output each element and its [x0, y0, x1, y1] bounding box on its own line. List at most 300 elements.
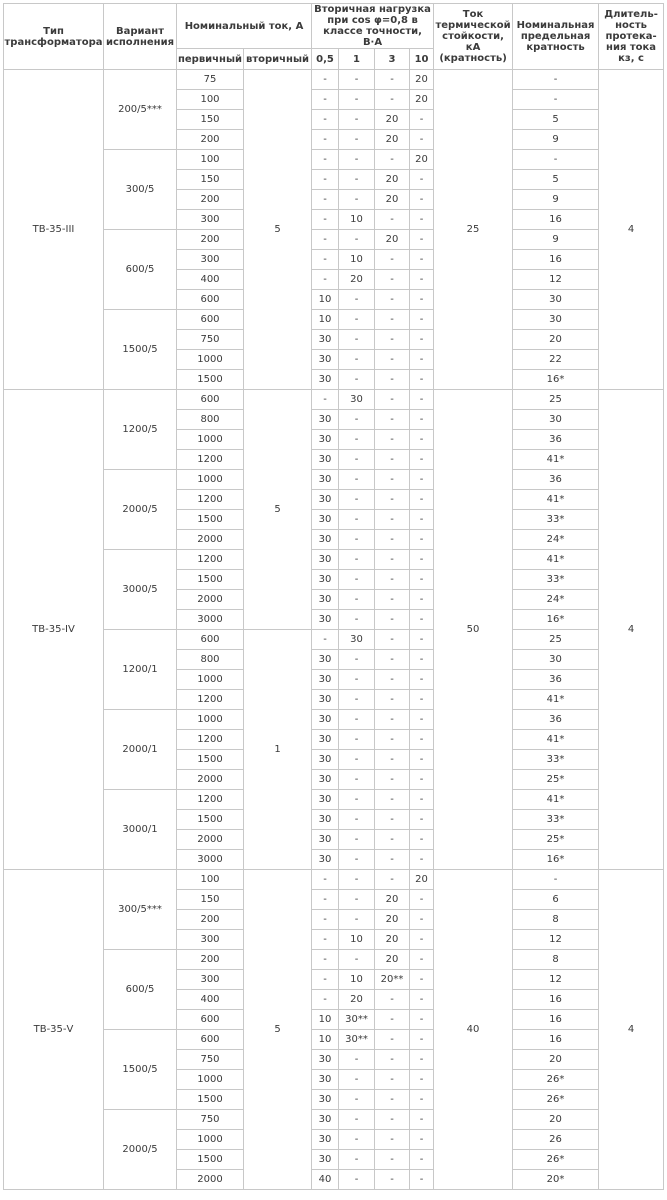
primary-current-cell: 600 [177, 310, 244, 330]
load-class-1-cell: 10 [339, 930, 375, 950]
multiplicity-cell: 41* [513, 690, 599, 710]
primary-current-cell: 1200 [177, 450, 244, 470]
load-class-05-cell: - [312, 990, 339, 1010]
multiplicity-cell: 16 [513, 210, 599, 230]
load-class-1-cell: - [339, 190, 375, 210]
load-class-05-cell: 30 [312, 670, 339, 690]
primary-current-cell: 1500 [177, 370, 244, 390]
load-class-05-cell: - [312, 190, 339, 210]
load-class-10-cell: - [410, 1070, 434, 1090]
header-class-3: 3 [375, 49, 410, 70]
load-class-10-cell: - [410, 930, 434, 950]
load-class-1-cell: - [339, 1050, 375, 1070]
thermal-current-cell: 40 [434, 870, 513, 1190]
multiplicity-cell: 25 [513, 630, 599, 650]
load-class-3-cell: - [375, 550, 410, 570]
multiplicity-cell: 6 [513, 890, 599, 910]
load-class-10-cell: - [410, 1170, 434, 1190]
load-class-10-cell: - [410, 350, 434, 370]
load-class-3-cell: - [375, 730, 410, 750]
table-row [4, 870, 664, 890]
multiplicity-cell: 41* [513, 450, 599, 470]
load-class-1-cell: - [339, 870, 375, 890]
load-class-10-cell: - [410, 1130, 434, 1150]
header-type: Тип трансформатора [4, 4, 104, 70]
load-class-3-cell: 20 [375, 930, 410, 950]
load-class-3-cell: - [375, 370, 410, 390]
multiplicity-cell: 33* [513, 810, 599, 830]
load-class-1-cell: - [339, 810, 375, 830]
primary-current-cell: 1000 [177, 670, 244, 690]
load-class-1-cell: 10 [339, 250, 375, 270]
multiplicity-cell: 30 [513, 410, 599, 430]
load-class-05-cell: - [312, 110, 339, 130]
load-class-1-cell: - [339, 790, 375, 810]
load-class-05-cell: - [312, 170, 339, 190]
multiplicity-cell: 16 [513, 1030, 599, 1050]
multiplicity-cell: 9 [513, 230, 599, 250]
load-class-10-cell: - [410, 610, 434, 630]
load-class-1-cell: - [339, 550, 375, 570]
load-class-05-cell: 30 [312, 450, 339, 470]
load-class-05-cell: - [312, 210, 339, 230]
load-class-3-cell: 20 [375, 130, 410, 150]
load-class-3-cell: - [375, 250, 410, 270]
variant-cell: 2000/1 [104, 710, 177, 790]
load-class-10-cell: 20 [410, 90, 434, 110]
secondary-current-cell: 5 [244, 870, 312, 1190]
multiplicity-cell: 41* [513, 550, 599, 570]
primary-current-cell: 1000 [177, 1070, 244, 1090]
multiplicity-cell: 41* [513, 790, 599, 810]
multiplicity-cell: 16 [513, 990, 599, 1010]
load-class-1-cell: - [339, 90, 375, 110]
multiplicity-cell: 16 [513, 1010, 599, 1030]
load-class-10-cell: - [410, 770, 434, 790]
load-class-3-cell: - [375, 430, 410, 450]
primary-current-cell: 2000 [177, 830, 244, 850]
multiplicity-cell: 25* [513, 830, 599, 850]
load-class-05-cell: 30 [312, 1070, 339, 1090]
variant-cell: 2000/5 [104, 470, 177, 550]
load-class-1-cell: - [339, 490, 375, 510]
load-class-3-cell: - [375, 710, 410, 730]
primary-current-cell: 750 [177, 330, 244, 350]
load-class-05-cell: 30 [312, 770, 339, 790]
multiplicity-cell: 8 [513, 910, 599, 930]
load-class-05-cell: 30 [312, 610, 339, 630]
primary-current-cell: 1000 [177, 470, 244, 490]
load-class-05-cell: 10 [312, 310, 339, 330]
multiplicity-cell: 26* [513, 1090, 599, 1110]
load-class-3-cell: - [375, 1150, 410, 1170]
load-class-10-cell: - [410, 650, 434, 670]
load-class-05-cell: - [312, 910, 339, 930]
load-class-3-cell: - [375, 1090, 410, 1110]
load-class-10-cell: - [410, 730, 434, 750]
load-class-10-cell: - [410, 270, 434, 290]
load-class-10-cell: - [410, 750, 434, 770]
multiplicity-cell: - [513, 870, 599, 890]
multiplicity-cell: 9 [513, 130, 599, 150]
multiplicity-cell: - [513, 150, 599, 170]
load-class-1-cell: - [339, 650, 375, 670]
primary-current-cell: 1200 [177, 730, 244, 750]
variant-cell: 300/5*** [104, 870, 177, 950]
thermal-current-cell: 25 [434, 70, 513, 390]
load-class-05-cell: - [312, 630, 339, 650]
header-class-1: 1 [339, 49, 375, 70]
primary-current-cell: 1500 [177, 1090, 244, 1110]
load-class-05-cell: 30 [312, 330, 339, 350]
load-class-1-cell: - [339, 530, 375, 550]
load-class-05-cell: 30 [312, 1050, 339, 1070]
primary-current-cell: 2000 [177, 530, 244, 550]
primary-current-cell: 300 [177, 970, 244, 990]
load-class-1-cell: - [339, 670, 375, 690]
load-class-3-cell: - [375, 1030, 410, 1050]
load-class-3-cell: - [375, 70, 410, 90]
load-class-3-cell: - [375, 210, 410, 230]
load-class-10-cell: - [410, 530, 434, 550]
multiplicity-cell: 25* [513, 770, 599, 790]
load-class-10-cell: - [410, 850, 434, 870]
primary-current-cell: 100 [177, 150, 244, 170]
primary-current-cell: 300 [177, 930, 244, 950]
load-class-1-cell: 20 [339, 990, 375, 1010]
variant-cell: 3000/5 [104, 550, 177, 630]
load-class-10-cell: - [410, 330, 434, 350]
load-class-05-cell: 30 [312, 430, 339, 450]
load-class-05-cell: 30 [312, 710, 339, 730]
load-class-1-cell: - [339, 710, 375, 730]
secondary-current-cell: 1 [244, 630, 312, 870]
load-class-3-cell: 20 [375, 190, 410, 210]
primary-current-cell: 100 [177, 870, 244, 890]
header-duration: Длитель-ность протека-ния тока кз, с [599, 4, 664, 70]
load-class-05-cell: 30 [312, 590, 339, 610]
table-row [4, 390, 664, 410]
primary-current-cell: 1000 [177, 350, 244, 370]
load-class-05-cell: 30 [312, 350, 339, 370]
variant-cell: 600/5 [104, 230, 177, 310]
load-class-3-cell: - [375, 1050, 410, 1070]
load-class-10-cell: - [410, 670, 434, 690]
load-class-1-cell: - [339, 1070, 375, 1090]
transformer-type-cell: ТВ-35-V [4, 870, 104, 1190]
load-class-10-cell: - [410, 970, 434, 990]
multiplicity-cell: 16* [513, 370, 599, 390]
primary-current-cell: 200 [177, 950, 244, 970]
load-class-10-cell: - [410, 250, 434, 270]
load-class-10-cell: - [410, 370, 434, 390]
multiplicity-cell: 25 [513, 390, 599, 410]
secondary-current-cell: 5 [244, 390, 312, 630]
load-class-10-cell: - [410, 1030, 434, 1050]
primary-current-cell: 1500 [177, 810, 244, 830]
load-class-1-cell: - [339, 770, 375, 790]
multiplicity-cell: 30 [513, 290, 599, 310]
load-class-10-cell: - [410, 1010, 434, 1030]
load-class-3-cell: - [375, 1010, 410, 1030]
load-class-3-cell: 20 [375, 110, 410, 130]
load-class-3-cell: - [375, 510, 410, 530]
load-class-1-cell: - [339, 430, 375, 450]
load-class-1-cell: - [339, 1090, 375, 1110]
load-class-3-cell: - [375, 290, 410, 310]
load-class-1-cell: - [339, 850, 375, 870]
primary-current-cell: 3000 [177, 850, 244, 870]
load-class-1-cell: 30 [339, 390, 375, 410]
load-class-1-cell: - [339, 450, 375, 470]
load-class-3-cell: - [375, 1110, 410, 1130]
primary-current-cell: 100 [177, 90, 244, 110]
multiplicity-cell: - [513, 90, 599, 110]
transformer-type-cell: ТВ-35-III [4, 70, 104, 390]
load-class-10-cell: - [410, 310, 434, 330]
primary-current-cell: 400 [177, 990, 244, 1010]
load-class-10-cell: - [410, 130, 434, 150]
load-class-05-cell: 30 [312, 750, 339, 770]
load-class-10-cell: - [410, 190, 434, 210]
load-class-3-cell: - [375, 810, 410, 830]
primary-current-cell: 800 [177, 650, 244, 670]
load-class-1-cell: - [339, 910, 375, 930]
primary-current-cell: 1500 [177, 510, 244, 530]
multiplicity-cell: 36 [513, 470, 599, 490]
primary-current-cell: 75 [177, 70, 244, 90]
primary-current-cell: 200 [177, 130, 244, 150]
load-class-1-cell: - [339, 310, 375, 330]
variant-cell: 200/5*** [104, 70, 177, 150]
load-class-05-cell: 30 [312, 830, 339, 850]
load-class-10-cell: - [410, 810, 434, 830]
primary-current-cell: 750 [177, 1050, 244, 1070]
primary-current-cell: 150 [177, 110, 244, 130]
multiplicity-cell: 12 [513, 970, 599, 990]
multiplicity-cell: 26* [513, 1070, 599, 1090]
load-class-1-cell: - [339, 890, 375, 910]
multiplicity-cell: 8 [513, 950, 599, 970]
duration-cell: 4 [599, 870, 664, 1190]
multiplicity-cell: 12 [513, 270, 599, 290]
multiplicity-cell: 26* [513, 1150, 599, 1170]
load-class-1-cell: 10 [339, 210, 375, 230]
header-class-10: 10 [410, 49, 434, 70]
load-class-05-cell: 30 [312, 690, 339, 710]
load-class-3-cell: - [375, 410, 410, 430]
table-body [4, 70, 664, 1190]
header-secondary-load: Вторичная нагрузка при cos φ=0,8 в классе точности, В·А [312, 4, 434, 49]
load-class-05-cell: 30 [312, 730, 339, 750]
load-class-10-cell: - [410, 470, 434, 490]
load-class-1-cell: - [339, 170, 375, 190]
primary-current-cell: 150 [177, 890, 244, 910]
load-class-10-cell: - [410, 210, 434, 230]
load-class-05-cell: - [312, 950, 339, 970]
load-class-1-cell: - [339, 150, 375, 170]
load-class-05-cell: 10 [312, 290, 339, 310]
variant-cell: 1200/1 [104, 630, 177, 710]
load-class-1-cell: - [339, 1150, 375, 1170]
load-class-3-cell: - [375, 670, 410, 690]
load-class-1-cell: - [339, 610, 375, 630]
load-class-10-cell: - [410, 450, 434, 470]
thermal-current-cell: 50 [434, 390, 513, 870]
load-class-3-cell: - [375, 650, 410, 670]
load-class-1-cell: - [339, 950, 375, 970]
load-class-3-cell: - [375, 590, 410, 610]
load-class-10-cell: - [410, 950, 434, 970]
load-class-3-cell: - [375, 630, 410, 650]
load-class-10-cell: - [410, 490, 434, 510]
load-class-10-cell: - [410, 290, 434, 310]
load-class-10-cell: - [410, 1090, 434, 1110]
table-header [4, 4, 664, 70]
primary-current-cell: 1200 [177, 690, 244, 710]
load-class-05-cell: - [312, 390, 339, 410]
load-class-3-cell: 20** [375, 970, 410, 990]
load-class-1-cell: 20 [339, 270, 375, 290]
primary-current-cell: 300 [177, 250, 244, 270]
primary-current-cell: 2000 [177, 590, 244, 610]
load-class-10-cell: 20 [410, 870, 434, 890]
primary-current-cell: 1200 [177, 790, 244, 810]
primary-current-cell: 600 [177, 390, 244, 410]
header-multiplicity: Номинальная предельная кратность [513, 4, 599, 70]
header-primary: первичный [177, 49, 244, 70]
primary-current-cell: 600 [177, 290, 244, 310]
multiplicity-cell: 20 [513, 1050, 599, 1070]
variant-cell: 1200/5 [104, 390, 177, 470]
load-class-05-cell: - [312, 970, 339, 990]
load-class-10-cell: - [410, 990, 434, 1010]
secondary-current-cell: 5 [244, 70, 312, 390]
load-class-1-cell: - [339, 410, 375, 430]
header-secondary: вторичный [244, 49, 312, 70]
load-class-10-cell: - [410, 1150, 434, 1170]
load-class-10-cell: - [410, 570, 434, 590]
load-class-05-cell: - [312, 270, 339, 290]
multiplicity-cell: 36 [513, 430, 599, 450]
load-class-3-cell: - [375, 1130, 410, 1150]
load-class-10-cell: 20 [410, 70, 434, 90]
load-class-3-cell: - [375, 570, 410, 590]
load-class-05-cell: - [312, 70, 339, 90]
primary-current-cell: 1500 [177, 570, 244, 590]
load-class-10-cell: - [410, 1110, 434, 1130]
load-class-1-cell: - [339, 1110, 375, 1130]
variant-cell: 1500/5 [104, 1030, 177, 1110]
primary-current-cell: 1500 [177, 1150, 244, 1170]
load-class-3-cell: - [375, 990, 410, 1010]
load-class-1-cell: 10 [339, 970, 375, 990]
primary-current-cell: 150 [177, 170, 244, 190]
load-class-3-cell: - [375, 850, 410, 870]
load-class-10-cell: - [410, 910, 434, 930]
load-class-1-cell: 30** [339, 1010, 375, 1030]
primary-current-cell: 200 [177, 230, 244, 250]
load-class-05-cell: 30 [312, 1130, 339, 1150]
load-class-05-cell: - [312, 870, 339, 890]
load-class-05-cell: 30 [312, 1090, 339, 1110]
load-class-05-cell: - [312, 930, 339, 950]
load-class-05-cell: - [312, 230, 339, 250]
multiplicity-cell: 20 [513, 330, 599, 350]
load-class-05-cell: 10 [312, 1010, 339, 1030]
primary-current-cell: 600 [177, 1010, 244, 1030]
load-class-3-cell: - [375, 350, 410, 370]
multiplicity-cell: 30 [513, 650, 599, 670]
primary-current-cell: 1200 [177, 550, 244, 570]
load-class-05-cell: 30 [312, 490, 339, 510]
load-class-1-cell: - [339, 290, 375, 310]
load-class-05-cell: - [312, 890, 339, 910]
load-class-10-cell: - [410, 230, 434, 250]
load-class-1-cell: - [339, 590, 375, 610]
load-class-10-cell: - [410, 630, 434, 650]
multiplicity-cell: - [513, 70, 599, 90]
load-class-10-cell: - [410, 890, 434, 910]
load-class-05-cell: 30 [312, 530, 339, 550]
multiplicity-cell: 36 [513, 670, 599, 690]
multiplicity-cell: 12 [513, 930, 599, 950]
header-variant: Вариант исполнения [104, 4, 177, 70]
load-class-3-cell: - [375, 530, 410, 550]
load-class-3-cell: - [375, 330, 410, 350]
load-class-1-cell: - [339, 1170, 375, 1190]
load-class-05-cell: 30 [312, 850, 339, 870]
load-class-10-cell: - [410, 590, 434, 610]
load-class-1-cell: - [339, 830, 375, 850]
load-class-3-cell: - [375, 790, 410, 810]
load-class-05-cell: 30 [312, 370, 339, 390]
load-class-05-cell: 30 [312, 570, 339, 590]
variant-cell: 1500/5 [104, 310, 177, 390]
primary-current-cell: 750 [177, 1110, 244, 1130]
primary-current-cell: 300 [177, 210, 244, 230]
load-class-3-cell: - [375, 610, 410, 630]
load-class-3-cell: - [375, 270, 410, 290]
primary-current-cell: 1200 [177, 490, 244, 510]
load-class-1-cell: 30** [339, 1030, 375, 1050]
primary-current-cell: 200 [177, 910, 244, 930]
multiplicity-cell: 30 [513, 310, 599, 330]
variant-cell: 3000/1 [104, 790, 177, 870]
load-class-05-cell: 30 [312, 790, 339, 810]
load-class-3-cell: - [375, 390, 410, 410]
load-class-10-cell: - [410, 710, 434, 730]
load-class-1-cell: - [339, 470, 375, 490]
multiplicity-cell: 24* [513, 590, 599, 610]
multiplicity-cell: 41* [513, 490, 599, 510]
load-class-1-cell: 30 [339, 630, 375, 650]
multiplicity-cell: 33* [513, 570, 599, 590]
load-class-10-cell: - [410, 550, 434, 570]
load-class-10-cell: - [410, 790, 434, 810]
load-class-05-cell: 30 [312, 510, 339, 530]
multiplicity-cell: 16* [513, 610, 599, 630]
load-class-05-cell: 30 [312, 470, 339, 490]
multiplicity-cell: 41* [513, 730, 599, 750]
load-class-3-cell: - [375, 870, 410, 890]
load-class-1-cell: - [339, 330, 375, 350]
load-class-10-cell: - [410, 110, 434, 130]
load-class-3-cell: - [375, 770, 410, 790]
load-class-1-cell: - [339, 1130, 375, 1150]
load-class-3-cell: 20 [375, 890, 410, 910]
load-class-05-cell: 30 [312, 550, 339, 570]
